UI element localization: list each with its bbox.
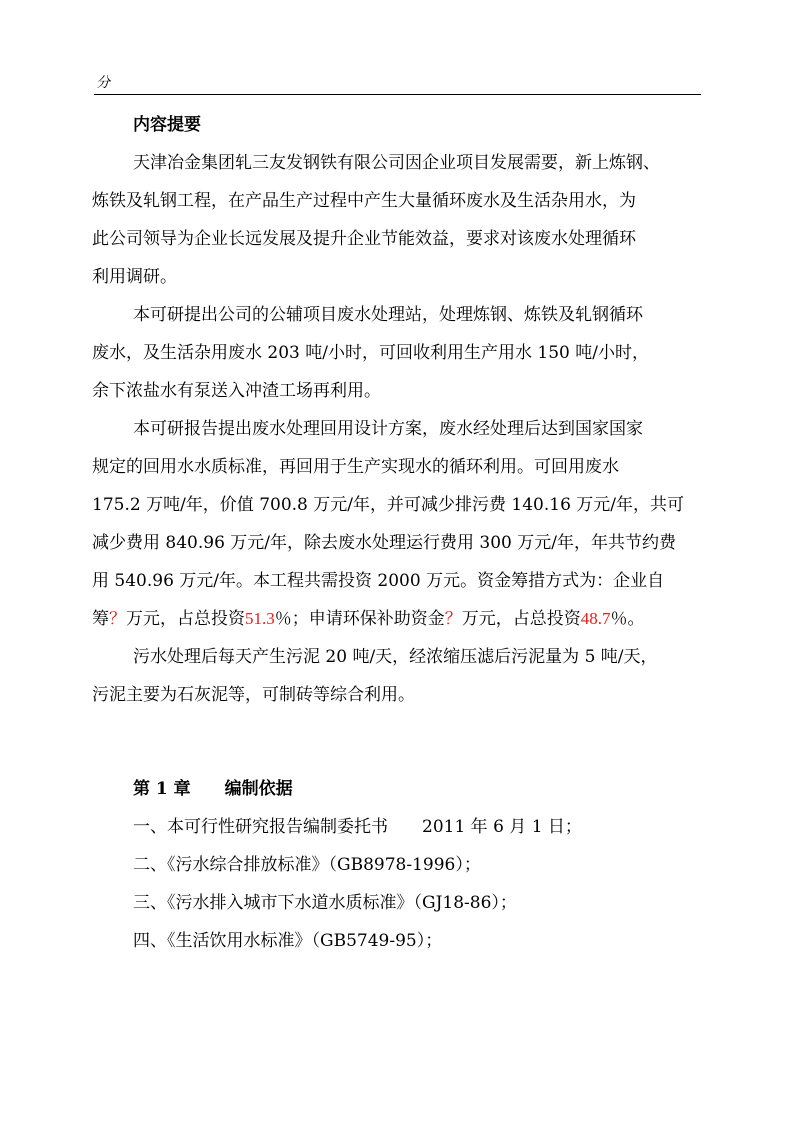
text-span: 万元，占总投资 [461, 609, 581, 629]
section-gap [92, 714, 704, 770]
text-line: 减少费用 840.96 万元/年，除去废水处理运行费用 300 万元/年，年共节约费 [92, 533, 677, 553]
list-item: 三、《污水排入城市下水道水质标准》（GJ18-86）； [133, 893, 517, 913]
text-line: 本可研报告提出废水处理回用设计方案，废水经处理后达到国家国家 [133, 419, 643, 439]
summary-paragraph-4 [92, 638, 704, 714]
text-line: 规定的回用水水质标准，再回用于生产实现水的循环利用。可回用废水 [92, 457, 619, 477]
summary-paragraph-3 [92, 410, 704, 638]
document-page [92, 106, 704, 960]
summary-paragraph-2 [92, 296, 704, 410]
unknown-amount-mark: ？ [444, 609, 462, 629]
enterprise-percent: 51.3 [245, 609, 275, 628]
header-rule [94, 94, 701, 95]
text-line: 污水处理后每天产生污泥 20 吨/天，经浓缩压滤后污泥量为 5 吨/天， [133, 647, 658, 667]
text-line: 175.2 万吨/年，价值 700.8 万元/年，并可减少排污费 140.16 万元/年，共可 [92, 495, 685, 515]
text-line: 天津冶金集团轧三友发钢铁有限公司因企业项目发展需要，新上炼钢、 [133, 153, 660, 173]
subsidy-percent: 48.7 [580, 609, 611, 628]
text-line: 利用调研。 [92, 267, 177, 287]
text-line: 废水，及生活杂用废水 203 吨/小时，可回收利用生产用水 150 吨/小时， [92, 343, 649, 363]
text-line: 本可研提出公司的公辅项目废水处理站，处理炼钢、炼铁及轧钢循环 [133, 305, 643, 325]
text-span: ％；申请环保补助资金 [274, 609, 445, 629]
text-line: 炼铁及轧钢工程，在产品生产过程中产生大量循环废水及生活杂用水，为 [92, 191, 636, 211]
text-line: 用 540.96 万元/年。本工程共需投资 2000 万元。资金筹措方式为：企业自 [92, 571, 665, 591]
chapter-1-list [92, 808, 704, 960]
header-mark: 分 [96, 75, 110, 91]
text-span: 万元，占总投资 [126, 609, 245, 629]
list-item: 四、《生活饮用水标准》（GB5749-95）； [133, 931, 443, 951]
list-item: 二、《污水综合排放标准》（GB8978-1996）； [133, 855, 481, 875]
text-line: 此公司领导为企业长远发展及提升企业节能效益，要求对该废水处理循环 [92, 229, 636, 249]
text-line: 余下浓盐水有泵送入冲渣工场再利用。 [92, 381, 381, 401]
text-line: 污泥主要为石灰泥等，可制砖等综合利用。 [92, 685, 415, 705]
summary-title: 内容提要 [133, 115, 201, 135]
funding-line [92, 600, 704, 638]
summary-paragraph-1 [92, 144, 704, 296]
chapter-1-title: 第 1 章 编制依据 [133, 779, 293, 799]
text-span: ％。 [610, 609, 645, 629]
unknown-amount-mark: ？ [109, 609, 126, 629]
text-span: 筹 [92, 609, 109, 629]
list-item: 一、本可行性研究报告编制委托书 2011 年 6 月 1 日； [133, 817, 582, 837]
